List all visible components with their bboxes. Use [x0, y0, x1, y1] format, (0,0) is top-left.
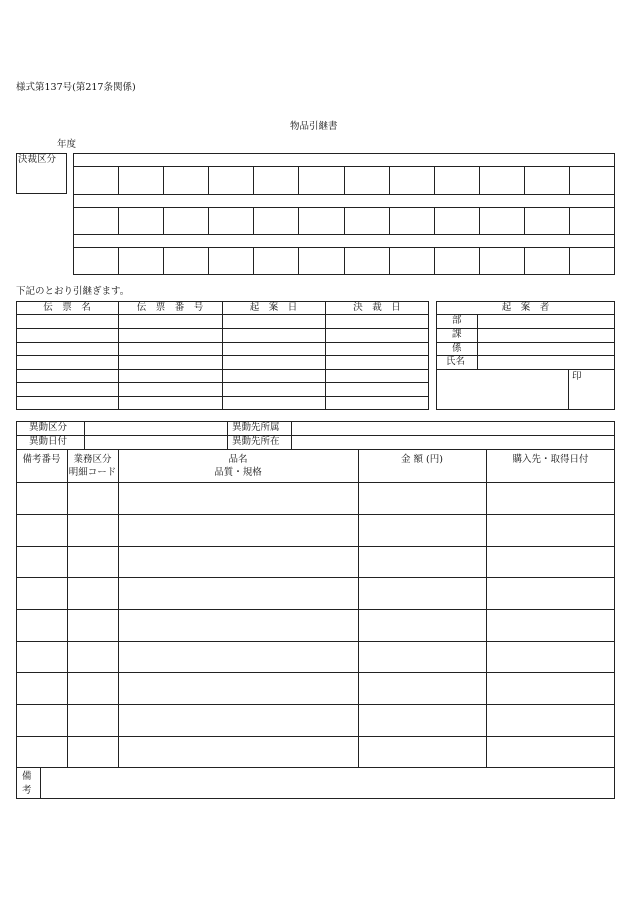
col-remark-no: 備考番号 [22, 454, 61, 465]
drafter-name-label: 氏名 [446, 356, 466, 367]
transfer-statement: 下記のとおり引継ぎます。 [16, 286, 130, 297]
drafter-header: 起 案 者 [501, 302, 550, 313]
col-amount: 金 額 (円) [401, 454, 443, 465]
voucher-header-decision-date: 決 裁 日 [353, 302, 401, 313]
voucher-header-number: 伝 票 番 号 [136, 302, 204, 313]
drafter-unit-label: 係 [452, 343, 462, 354]
col-business-category: 業務区分 [73, 454, 112, 465]
voucher-header-draft-date: 起 案 日 [249, 302, 298, 313]
voucher-header-name: 伝 票 名 [43, 302, 91, 313]
form-number: 様式第137号(第217条関係) [16, 82, 136, 93]
decision-category-label: 決裁区分 [18, 154, 57, 165]
col-supplier-date: 購入先・取得日付 [512, 454, 589, 465]
col-item-name: 品名 [228, 454, 248, 465]
transfer-date-label: 異動日付 [29, 436, 68, 447]
transfer-category-label: 異動区分 [29, 422, 68, 433]
fiscal-year-label: 年度 [57, 139, 77, 150]
seal-label: 印 [572, 371, 582, 382]
remarks-label-top: 備 [22, 771, 32, 782]
dest-location-label: 異動先所在 [232, 436, 280, 447]
drafter-section-label: 課 [452, 329, 462, 340]
page-title: 物品引継書 [290, 121, 338, 132]
col-quality-spec: 品質・規格 [214, 467, 262, 478]
drafter-dept-label: 部 [452, 315, 462, 326]
col-detail-code: 明細コード [68, 467, 117, 478]
remarks-label-bottom: 考 [22, 785, 32, 796]
dest-affiliation-label: 異動先所属 [232, 422, 280, 433]
